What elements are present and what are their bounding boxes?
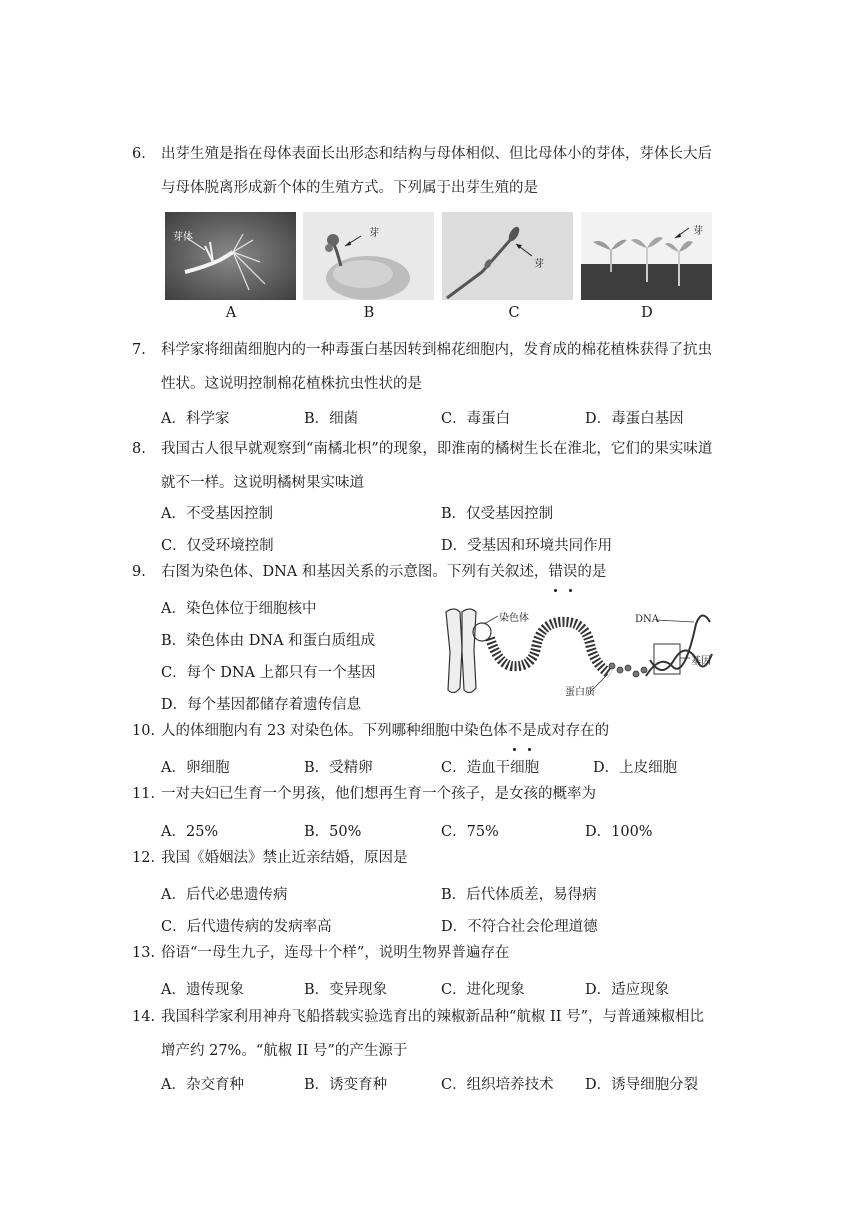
question-stem-line: 性状。这说明控制棉花植株抗虫性状的是	[161, 376, 422, 392]
option-b[interactable]: B．后代体质差，易得病	[441, 887, 597, 903]
question-stem-line: 增产约 27%。“航椒 II 号”的产生源于	[161, 1043, 408, 1059]
option-a[interactable]: A．杂交育种	[161, 1077, 244, 1093]
emphasis-char: 不	[508, 714, 523, 748]
question-number: 9.	[132, 564, 146, 580]
question-8	[132, 432, 732, 500]
option-b[interactable]: B．染色体由 DNA 和蛋白质组成	[161, 633, 376, 649]
option-d[interactable]: D．上皮细胞	[593, 760, 678, 776]
option-b[interactable]: B．仅受基因控制	[441, 506, 554, 522]
question-13	[132, 936, 732, 970]
option-a[interactable]: A．25%	[161, 824, 219, 840]
question-10	[132, 714, 732, 748]
question-number: 7.	[132, 342, 146, 358]
option-a[interactable]: A．卵细胞	[161, 760, 230, 776]
option-a[interactable]: A．不受基因控制	[161, 506, 273, 522]
option-d[interactable]: D．适应现象	[585, 982, 670, 998]
figure-caption-c: C	[508, 305, 520, 321]
option-c[interactable]: C．组织培养技术	[441, 1077, 554, 1093]
option-d[interactable]: D．每个基因都储存着遗传信息	[161, 697, 362, 713]
question-number: 14.	[132, 1009, 156, 1025]
question-7	[132, 333, 732, 401]
figure-c-photo	[442, 212, 573, 300]
option-a[interactable]: A．科学家	[161, 411, 230, 427]
label-gene: 基因	[691, 656, 711, 667]
question-stem-line: 一对夫妇已生育一个男孩，他们想再生育一个孩子，是女孩的概率为	[161, 786, 596, 802]
question-number: 11.	[132, 786, 156, 802]
option-d[interactable]: D．不符合社会伦理道德	[441, 919, 598, 935]
label-chromosome: 染色体	[499, 613, 529, 624]
question-12	[132, 841, 732, 875]
option-c[interactable]: C．每个 DNA 上都只有一个基因	[161, 665, 376, 681]
question-stem-line: 右图为染色体、DNA 和基因关系的示意图。下列有关叙述，错误的是	[161, 555, 732, 589]
figure-a-photo	[165, 212, 296, 300]
question-number: 8.	[132, 441, 146, 457]
label-protein: 蛋白质	[565, 687, 595, 698]
question-stem-line: 我国科学家利用神舟飞船搭载实验选育出的辣椒新品种“航椒 II 号”，与普通辣椒相比	[161, 1009, 704, 1025]
figure-d-label: 芽	[693, 226, 703, 237]
emphasis-char: 是	[522, 714, 537, 748]
option-d[interactable]: D．受基因和环境共同作用	[441, 538, 613, 554]
question-stem-line: 出芽生殖是指在母体表面长出形态和结构与母体相似、但比母体小的芽体，芽体长大后	[161, 146, 712, 162]
question-stem-line: 我国古人很早就观察到“南橘北枳”的现象，即淮南的橘树生长在淮北，它们的果实味道	[161, 441, 713, 457]
question-number: 13.	[132, 945, 156, 961]
label-dna: DNA	[635, 614, 659, 625]
question-stem-line: 俗语“一母生九子，连母十个样”，说明生物界普遍存在	[161, 945, 510, 961]
option-a[interactable]: A．染色体位于细胞核中	[161, 601, 317, 617]
option-b[interactable]: B．受精卵	[304, 760, 373, 776]
emphasis-char: 错	[548, 555, 563, 589]
emphasis-char: 误	[563, 555, 578, 589]
option-a[interactable]: A．遗传现象	[161, 982, 244, 998]
question-stem-line: 我国《婚姻法》禁止近亲结婚，原因是	[161, 850, 408, 866]
option-c[interactable]: C．进化现象	[441, 982, 525, 998]
question-number: 10.	[132, 723, 156, 739]
figure-caption-a: A	[225, 305, 237, 321]
option-c[interactable]: C．75%	[441, 824, 499, 840]
figure-caption-d: D	[641, 305, 653, 321]
question-14	[132, 1000, 732, 1068]
option-d[interactable]: D．毒蛋白基因	[585, 411, 684, 427]
question-stem-line: 就不一样。这说明橘树果实味道	[161, 475, 364, 491]
figure-a-label: 芽体	[173, 232, 193, 243]
question-stem-line: 科学家将细菌细胞内的一种毒蛋白基因转到棉花细胞内，发育成的棉花植株获得了抗虫	[161, 342, 712, 358]
figure-c-label: 芽	[534, 259, 544, 270]
figure-caption-b: B	[363, 305, 375, 321]
option-c[interactable]: C．毒蛋白	[441, 411, 511, 427]
option-d[interactable]: D．诱导细胞分裂	[585, 1077, 699, 1093]
option-c[interactable]: C．后代遗传病的发病率高	[161, 919, 332, 935]
question-stem-line: 与母体脱离形成新个体的生殖方式。下列属于出芽生殖的是	[161, 180, 538, 196]
question-number: 12.	[132, 850, 156, 866]
option-a[interactable]: A．后代必患遗传病	[161, 887, 288, 903]
option-b[interactable]: B．50%	[304, 824, 362, 840]
option-b[interactable]: B．细菌	[304, 411, 359, 427]
option-c[interactable]: C．造血干细胞	[441, 760, 540, 776]
question-number: 6.	[132, 146, 146, 162]
question-11	[132, 777, 732, 811]
option-d[interactable]: D．100%	[585, 824, 653, 840]
option-b[interactable]: B．变异现象	[304, 982, 388, 998]
question-9	[132, 555, 732, 589]
option-c[interactable]: C．仅受环境控制	[161, 538, 274, 554]
question-6	[132, 137, 732, 205]
figure-b-label: 芽	[369, 228, 379, 239]
option-b[interactable]: B．诱变育种	[304, 1077, 388, 1093]
question-stem-line: 人的体细胞内有 23 对染色体。下列哪种细胞中染色体不是成对存在的	[161, 714, 732, 748]
